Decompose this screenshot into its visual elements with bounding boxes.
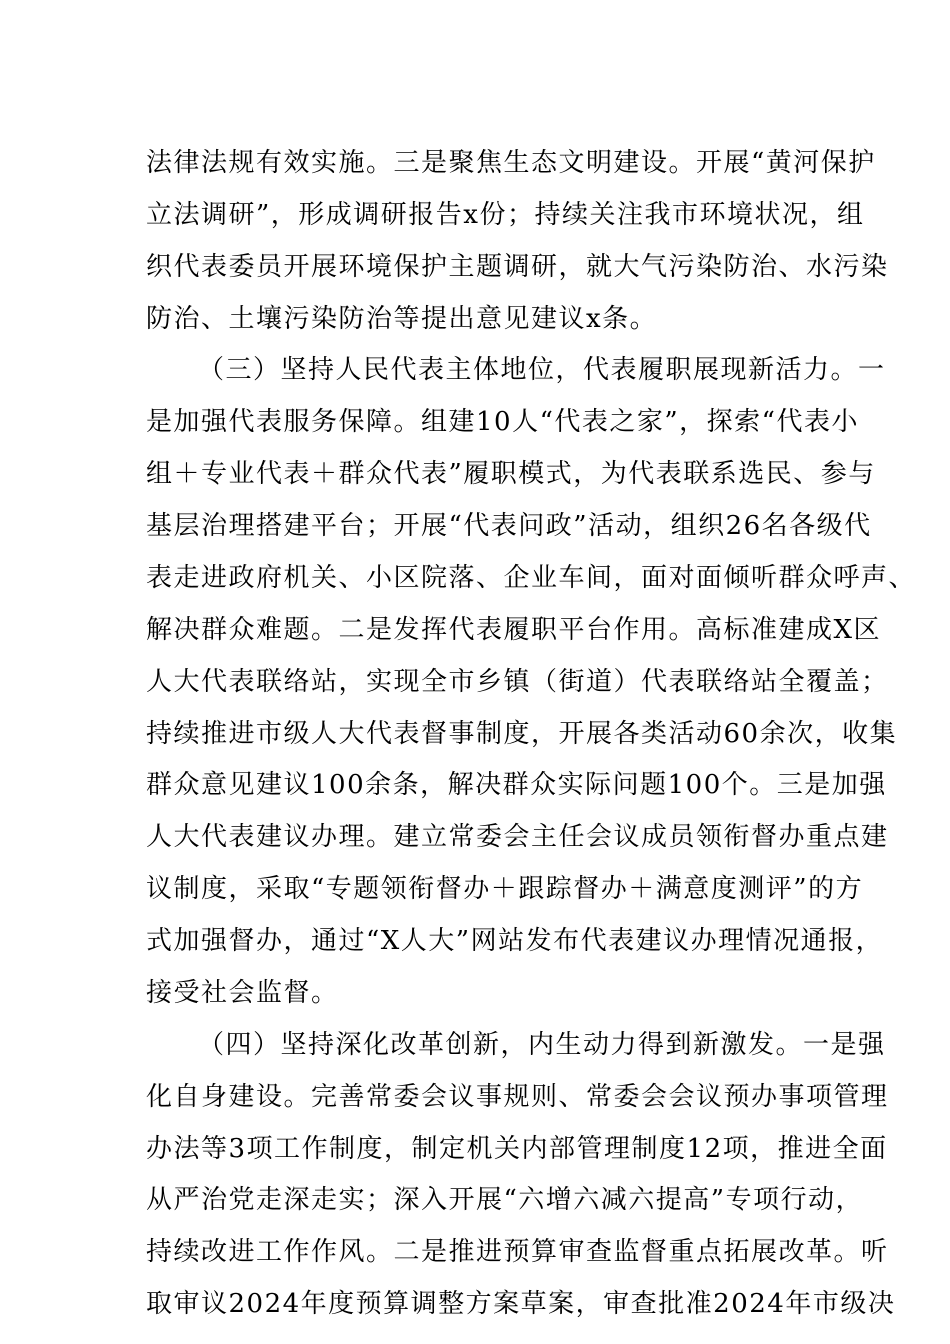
body-text-line: 化自身建设。完善常委会议事规则、常委会会议预办事项管理 [146, 1082, 889, 1112]
body-text-line: 织代表委员开展环境保护主题调研，就大气污染防治、水污染 [146, 252, 889, 282]
section-heading-3: （三）坚持人民代表主体地位，代表履职展现新活力。一 [198, 355, 886, 385]
body-text-line: 法律法规有效实施。三是聚焦生态文明建设。开展“黄河保护 [146, 148, 876, 178]
body-text-line: 人大代表联络站，实现全市乡镇（街道）代表联络站全覆盖； [146, 667, 889, 697]
body-text-line: 从严治党走深走实；深入开展“六增六减六提高”专项行动， [146, 1185, 864, 1215]
body-text-line: 是加强代表服务保障。组建10人“代表之家”，探索“代表小 [146, 407, 859, 437]
body-text-line: 取审议2024年度预算调整方案草案，审查批准2024年市级决 [146, 1289, 896, 1319]
body-text-line: 解决群众难题。二是发挥代表履职平台作用。高标准建成X区 [146, 615, 882, 645]
body-text-line: 防治、土壤污染防治等提出意见建议x条。 [146, 304, 658, 334]
body-text-line: 持续推进市级人大代表督事制度，开展各类活动60余次，收集 [146, 719, 898, 749]
body-text-line: 基层治理搭建平台；开展“代表问政”活动，组织26名各级代 [146, 511, 872, 541]
body-text-line: 群众意见建议100余条，解决群众实际问题100个。三是加强 [146, 770, 887, 800]
body-text-line: 接受社会监督。 [146, 978, 339, 1008]
body-text-line: 表走进政府机关、小区院落、企业车间，面对面倾听群众呼声、 [146, 563, 917, 593]
body-text-line: 组＋专业代表＋群众代表”履职模式，为代表联系选民、参与 [146, 459, 876, 489]
body-text-line: 议制度，采取“专题领衔督办＋跟踪督办＋满意度测评”的方 [146, 874, 864, 904]
body-text-line: 持续改进工作作风。二是推进预算审查监督重点拓展改革。听 [146, 1237, 889, 1267]
body-text-line: 式加强督办，通过“X人大”网站发布代表建议办理情况通报， [146, 926, 884, 956]
body-text-line: 人大代表建议办理。建立常委会主任会议成员领衔督办重点建 [146, 822, 889, 852]
body-text-line: 立法调研”，形成调研报告x份；持续关注我市环境状况，组 [146, 200, 865, 230]
section-heading-4: （四）坚持深化改革创新，内生动力得到新激发。一是强 [198, 1030, 886, 1060]
body-text-line: 办法等3项工作制度，制定机关内部管理制度12项，推进全面 [146, 1134, 888, 1164]
